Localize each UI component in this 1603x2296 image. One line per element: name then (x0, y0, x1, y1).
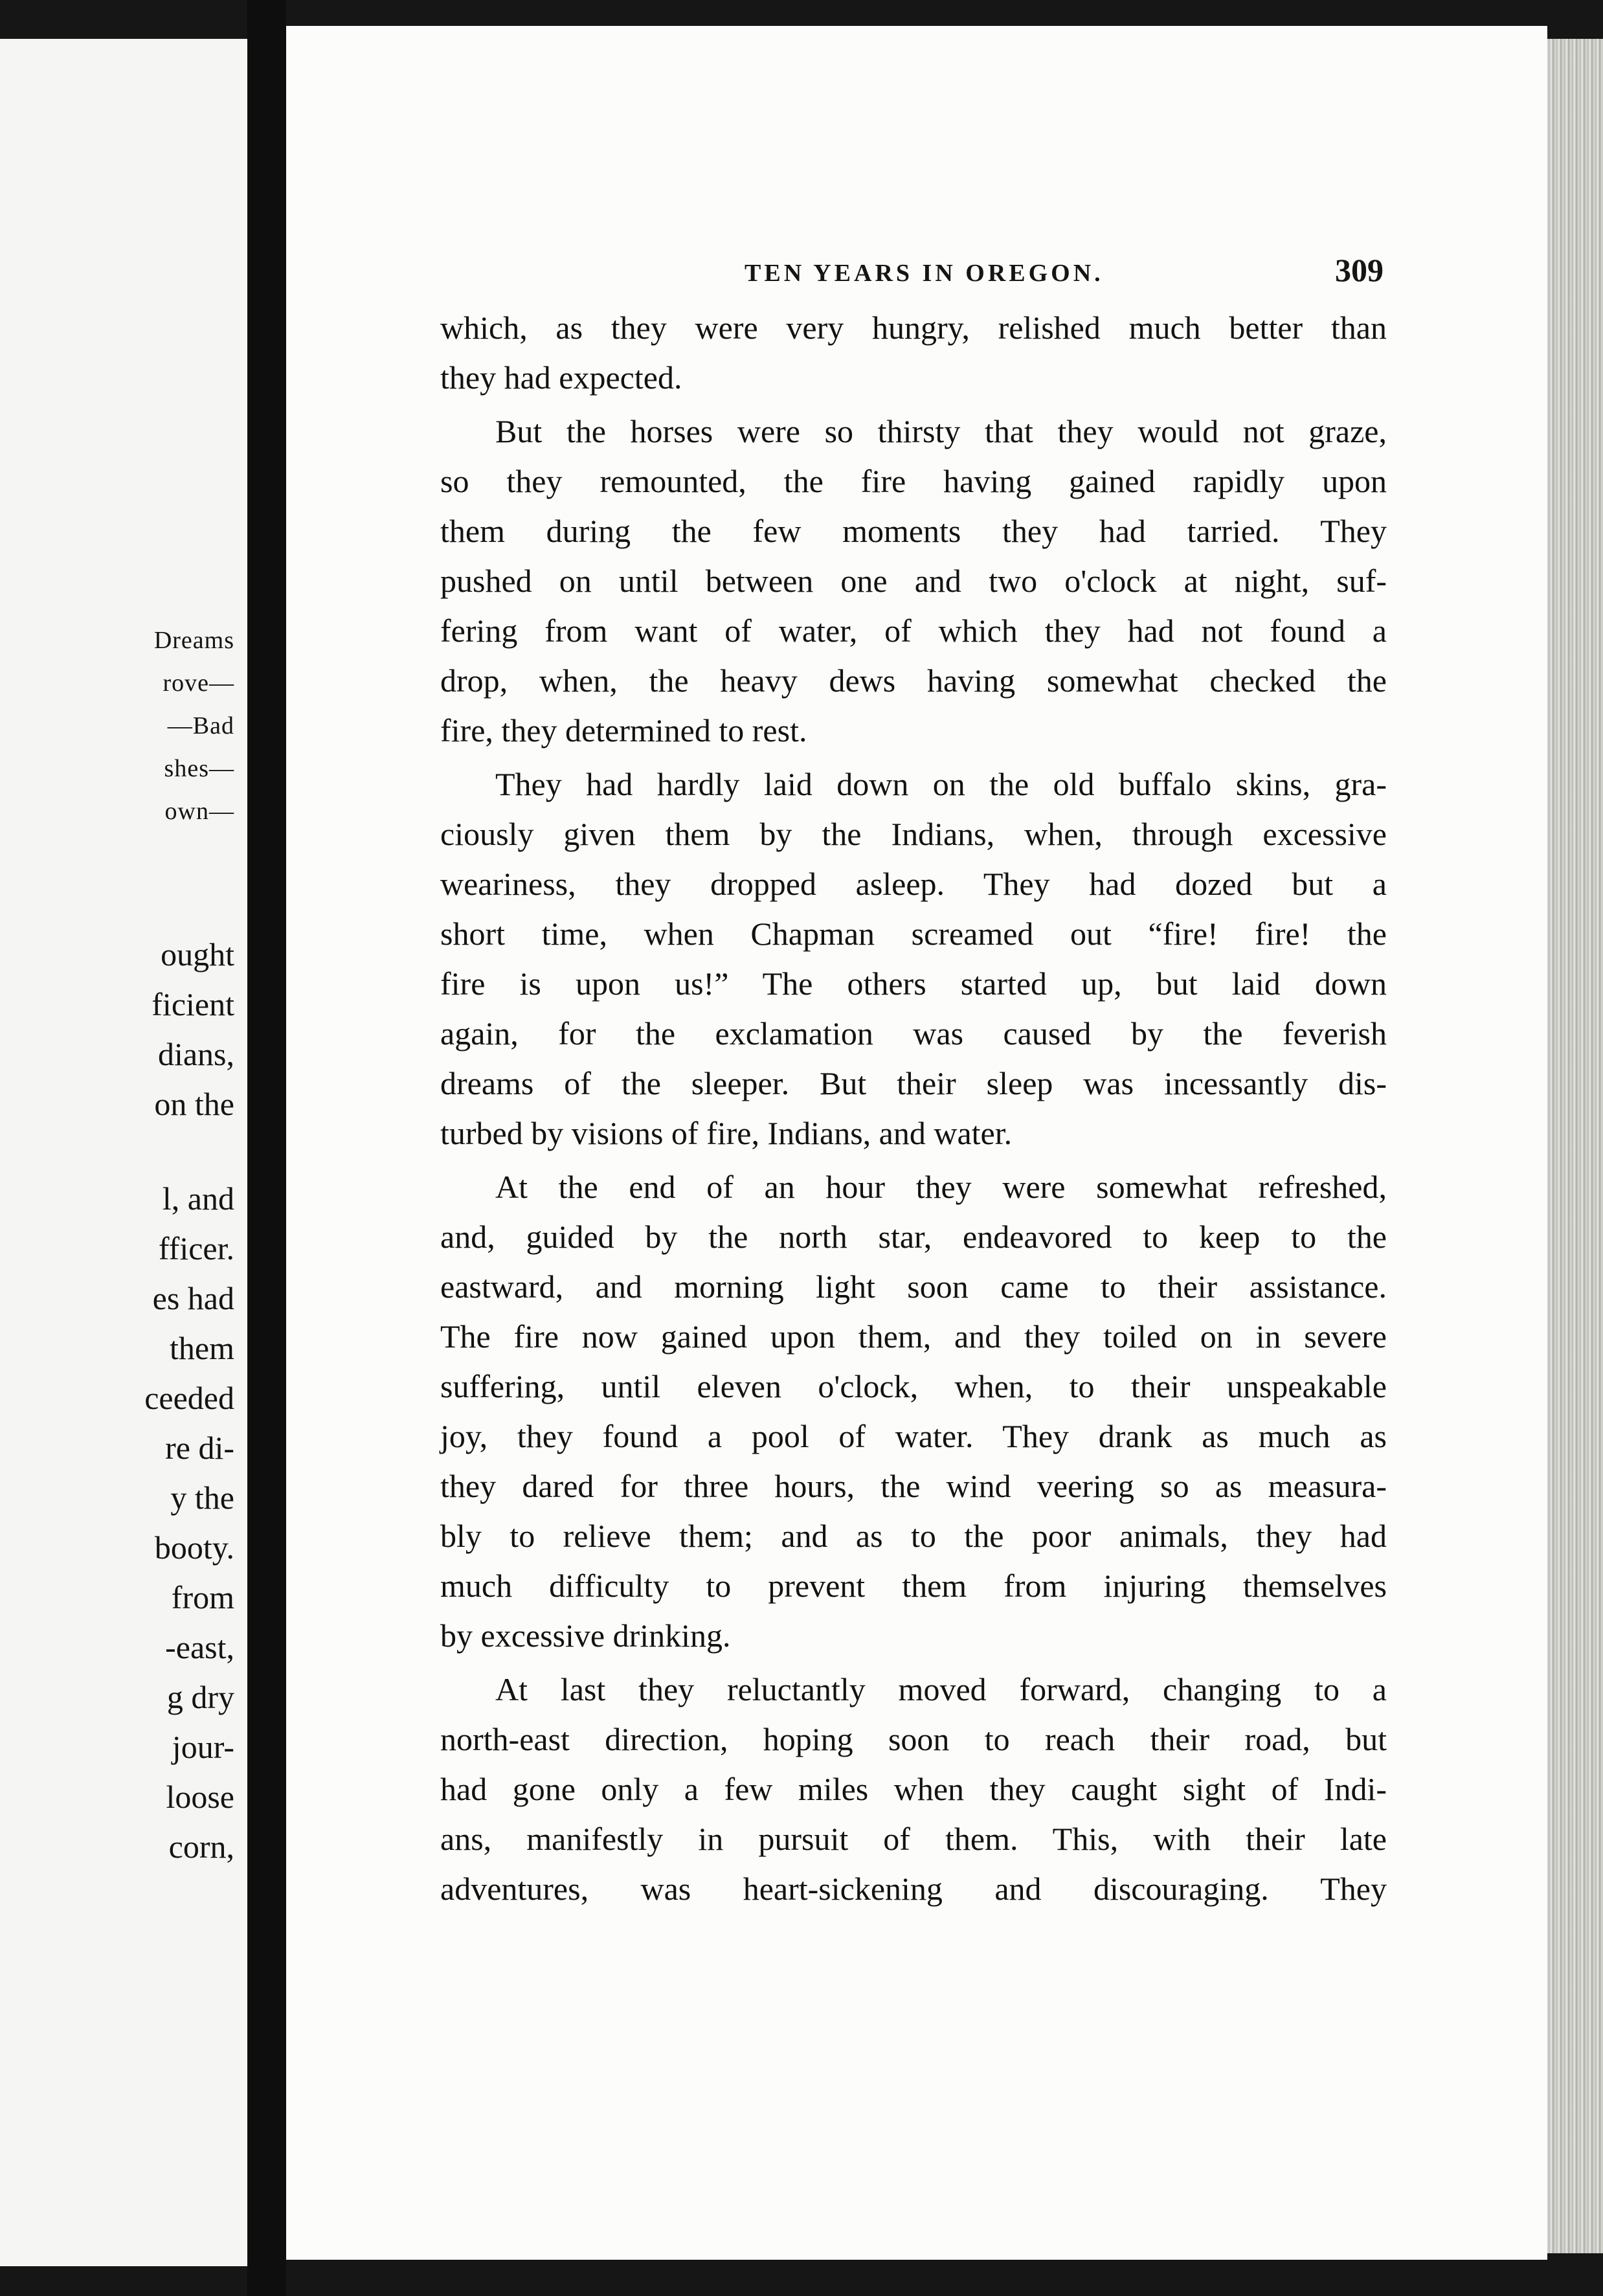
left-page-fragment: Dreams (153, 627, 234, 654)
text-line: eastward, and morning light soon came to their assistance. (440, 1268, 1387, 1305)
left-page-fragment: -east, (165, 1629, 234, 1665)
text-line: bly to relieve them; and as to the poor animals, they had (440, 1518, 1387, 1554)
text-line: fire is upon us!” The others started up, but laid down (440, 965, 1387, 1002)
running-title: TEN YEARS IN OREGON. (745, 260, 1104, 287)
left-page-fragment: loose (166, 1779, 234, 1815)
left-page-fragment: ceeded (144, 1380, 234, 1416)
text-line: adventures, was heart-sickening and discouraging. They (440, 1871, 1387, 1907)
left-page-fragment: ought (161, 936, 234, 973)
left-page-fragment: l, and (162, 1180, 234, 1217)
text-line: ans, manifestly in pursuit of them. This, with their late (440, 1821, 1387, 1857)
text-line: again, for the exclamation was caused by the feverish (440, 1015, 1387, 1052)
left-page-fragment: dians, (157, 1036, 234, 1072)
left-page-fragment: re di- (165, 1430, 234, 1466)
text-line: The fire now gained upon them, and they toiled on in severe (440, 1318, 1387, 1355)
left-page-fragment: —Bad (167, 712, 234, 739)
text-line: north-east direction, hoping soon to reach their road, but (440, 1721, 1387, 1757)
text-line: by excessive drinking. (440, 1617, 731, 1654)
left-page-fragment: corn, (168, 1829, 234, 1865)
text-line: and, guided by the north star, endeavored to keep to the (440, 1219, 1387, 1255)
text-line: fering from want of water, of which they had not found a (440, 613, 1387, 649)
text-line: At last they reluctantly moved forward, changing to a (495, 1671, 1387, 1707)
text-line: dreams of the sleeper. But their sleep was incessantly dis- (440, 1065, 1387, 1101)
text-line: had gone only a few miles when they caught sight of Indi- (440, 1771, 1387, 1807)
text-line: much difficulty to prevent them from injuring themselves (440, 1568, 1387, 1604)
text-line: They had hardly laid down on the old buffalo skins, gra- (495, 766, 1387, 802)
text-line: turbed by visions of fire, Indians, and water. (440, 1115, 1013, 1151)
text-line: suffering, until eleven o'clock, when, to their unspeakable (440, 1368, 1387, 1404)
text-line: they had expected. (440, 359, 682, 396)
text-line: ciously given them by the Indians, when, through excessive (440, 816, 1387, 852)
text-line: At the end of an hour they were somewhat refreshed, (495, 1169, 1387, 1205)
left-page-fragment: y the (170, 1480, 234, 1516)
left-page-fragment: own— (164, 798, 234, 825)
text-line: drop, when, the heavy dews having somewhat checked the (440, 662, 1387, 699)
book-gutter (247, 0, 286, 2296)
text-line: so they remounted, the fire having gained rapidly upon (440, 463, 1387, 499)
left-page-fragment: rove— (163, 670, 234, 697)
left-page-fragment: shes— (164, 755, 234, 782)
page-number: 309 (1335, 252, 1384, 288)
text-line: which, as they were very hungry, relished much better than (440, 310, 1387, 346)
text-line: fire, they determined to rest. (440, 712, 807, 748)
text-line: But the horses were so thirsty that they would not graze, (495, 413, 1387, 449)
left-page-fragment: es had (152, 1280, 234, 1316)
text-line: them during the few moments they had tarried. They (440, 513, 1387, 549)
left-page-fragment: ficient (151, 986, 234, 1022)
text-line: pushed on until between one and two o'clock at night, suf- (440, 563, 1387, 599)
text-line: joy, they found a pool of water. They drank as much as (440, 1418, 1387, 1454)
body-text (440, 303, 1387, 1914)
left-page-fragment: jour- (172, 1729, 234, 1765)
left-page-fragment: them (170, 1330, 234, 1366)
left-page-fragment: fficer. (158, 1230, 234, 1266)
text-line: short time, when Chapman screamed out “fire! fire! the (440, 916, 1387, 952)
text-line: they dared for three hours, the wind veering so as measura- (440, 1468, 1387, 1504)
left-page-fragment: booty. (154, 1529, 234, 1566)
left-page-fragment: from (171, 1579, 234, 1615)
page-edges (1547, 39, 1603, 2253)
text-line: weariness, they dropped asleep. They had dozed but a (440, 866, 1387, 902)
previous-page-margin (0, 39, 247, 2266)
left-page-fragment: g dry (166, 1679, 234, 1715)
left-page-fragment: on the (154, 1086, 234, 1122)
